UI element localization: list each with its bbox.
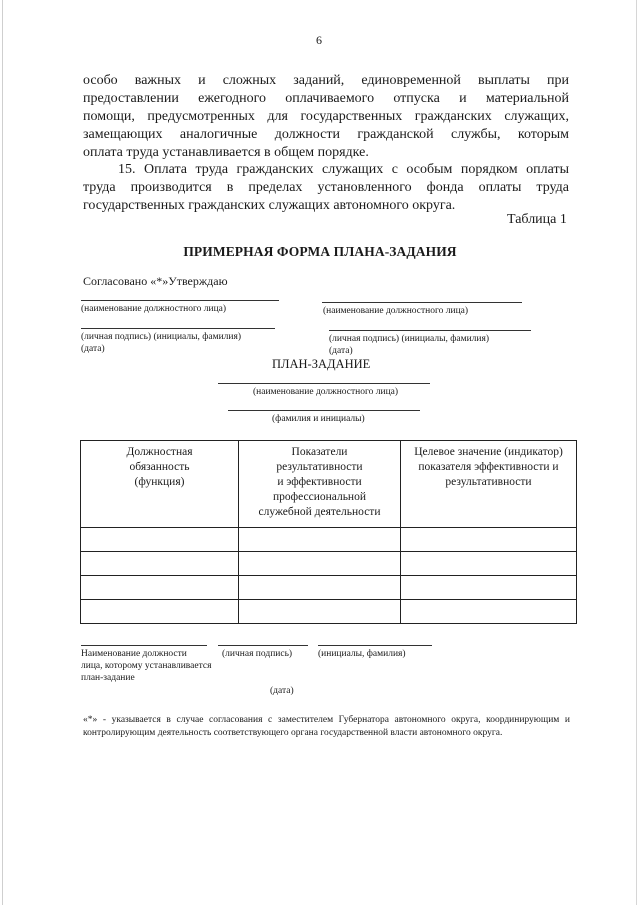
- table-cell: [81, 528, 239, 552]
- table-cell: [81, 552, 239, 576]
- table-row: [81, 576, 577, 600]
- page-number: 6: [316, 33, 322, 47]
- table-cell: [401, 576, 577, 600]
- paragraph1-line: замещающих аналогичные должности гражданской службы, которым: [83, 127, 569, 142]
- approval-line: Согласовано «*»Утверждаю: [83, 274, 228, 288]
- form-title: ПРИМЕРНАЯ ФОРМА ПЛАНА-ЗАДАНИЯ: [183, 244, 457, 259]
- paragraph2-line: 15. Оплата труда гражданских служащих с особым порядком оплаты: [118, 162, 569, 177]
- table-cell: [401, 552, 577, 576]
- header-line: профессиональной: [272, 491, 366, 503]
- plan-heading: ПЛАН-ЗАДАНИЕ: [272, 357, 371, 371]
- paragraph2-line: труда производится в пределах установленного фонда оплаты труда: [83, 180, 569, 195]
- plan-position-line: [218, 383, 430, 384]
- left-date-caption: (дата): [81, 344, 105, 354]
- left-position-line: [81, 300, 279, 301]
- header-line: служебной деятельности: [258, 506, 381, 518]
- table-cell: [239, 528, 401, 552]
- signoff-signature-caption: (личная подпись): [222, 649, 293, 659]
- left-signature-line: [81, 328, 275, 329]
- scan-edge-right: [636, 0, 637, 905]
- right-signature-caption: (личная подпись) (инициалы, фамилия): [329, 334, 490, 344]
- header-line: Целевое значение (индикатор): [414, 446, 563, 458]
- header-duty: [81, 441, 239, 528]
- table-label: Таблица 1: [507, 212, 567, 227]
- table-cell: [401, 528, 577, 552]
- signoff-position-line: [81, 645, 207, 646]
- header-line: Должностная: [126, 446, 193, 458]
- right-date-caption: (дата): [329, 346, 353, 356]
- table-cell: [239, 576, 401, 600]
- plan-name-line: [228, 410, 420, 411]
- header-indicators: [239, 441, 401, 528]
- paragraph1-line: оплата труда устанавливается в общем порядке.: [83, 145, 369, 160]
- right-position-caption: (наименование должностного лица): [323, 306, 469, 316]
- left-position-caption: (наименование должностного лица): [81, 304, 227, 314]
- plan-table: [80, 440, 577, 624]
- footnote: «*» - указывается в случае согласования с заместителем Губернатора автономного округа, координирующим и контролирующим деятельность соответствующего органа государственной власти автономного округа.: [83, 715, 570, 738]
- paragraph1-line: особо важных и сложных заданий, единовременной выплаты при: [83, 73, 569, 88]
- signoff-signature-line: [218, 645, 308, 646]
- signoff-position-caption: Наименование должности: [81, 649, 187, 659]
- signoff-date-caption: (дата): [270, 686, 294, 696]
- signoff-position-caption: лица, которому устанавливается: [81, 661, 212, 671]
- header-line: показателя эффективности и: [418, 461, 559, 473]
- header-line: Показатели: [291, 446, 348, 458]
- plan-name-caption: (фамилия и инициалы): [272, 414, 365, 424]
- signoff-name-caption: (инициалы, фамилия): [318, 649, 406, 659]
- header-line: (функция): [134, 476, 185, 488]
- paragraph1-line: помощи, предусмотренных для государственных гражданских служащих,: [83, 109, 569, 124]
- paragraph2-line: государственных гражданских служащих автономного округа.: [83, 198, 456, 213]
- header-line: результативности: [276, 461, 363, 473]
- header-line: и эффективности: [277, 476, 362, 488]
- right-signature-line: [329, 330, 531, 331]
- table-cell: [239, 552, 401, 576]
- header-line: обязанность: [129, 461, 190, 473]
- signoff-position-caption: план-задание: [81, 673, 135, 683]
- header-line: результативности: [445, 476, 532, 488]
- table-row: [81, 552, 577, 576]
- table-header-row: [81, 441, 577, 528]
- left-signature-caption: (личная подпись) (инициалы, фамилия): [81, 332, 242, 342]
- table-cell: [239, 600, 401, 624]
- table-cell: [81, 576, 239, 600]
- table-row: [81, 528, 577, 552]
- header-target-value: [401, 441, 577, 528]
- scan-edge-left: [2, 0, 3, 905]
- signoff-name-line: [318, 645, 432, 646]
- paragraph1-line: предоставлении ежегодного оплачиваемого отпуска и материальной: [83, 91, 569, 106]
- table-cell: [81, 600, 239, 624]
- table-row: [81, 600, 577, 624]
- plan-position-caption: (наименование должностного лица): [253, 387, 399, 397]
- right-position-line: [322, 302, 522, 303]
- table-cell: [401, 600, 577, 624]
